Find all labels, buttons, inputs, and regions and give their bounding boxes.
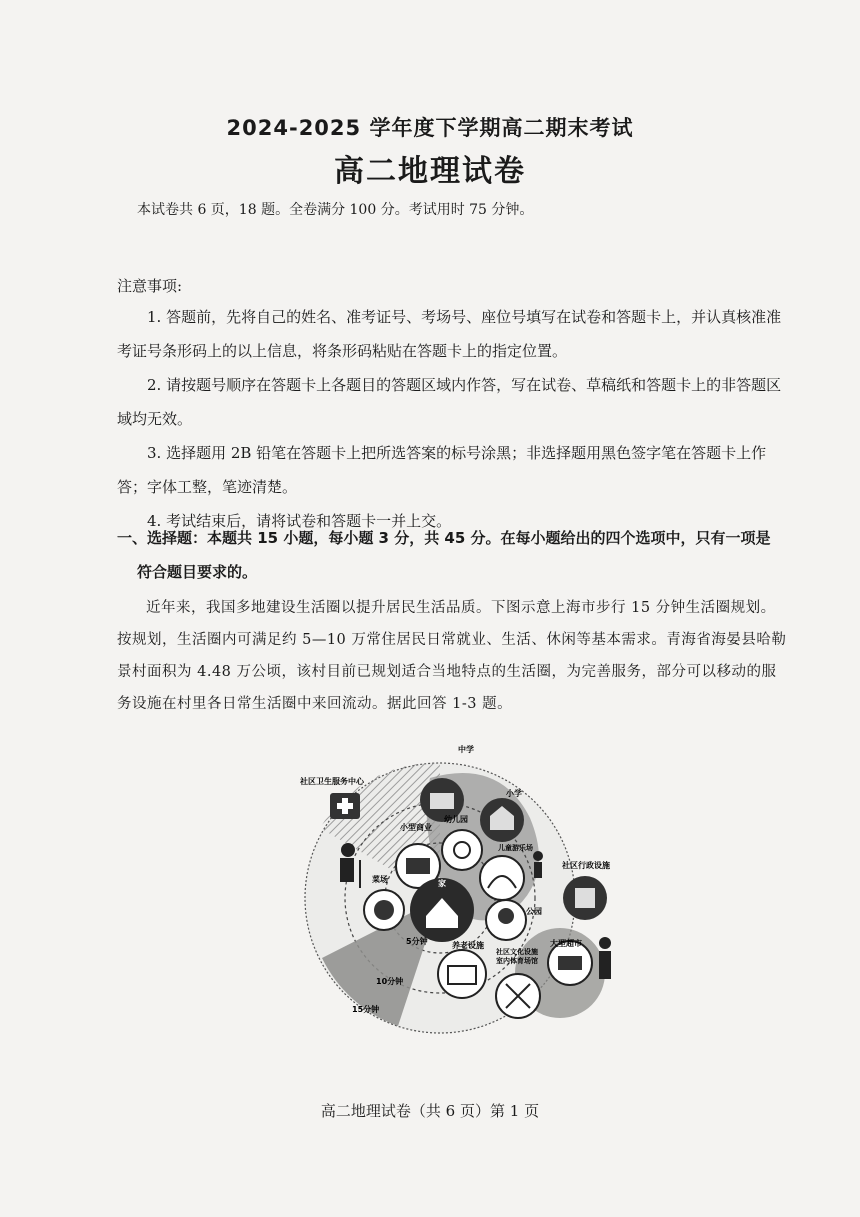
park-icon <box>486 900 526 940</box>
label-admin: 社区行政设施 <box>562 861 610 870</box>
notice-heading: 注意事项: <box>117 277 183 295</box>
sports-icon <box>496 974 540 1018</box>
exam-title: 2024-2025 学年度下学期高二期末考试 <box>226 116 634 140</box>
paper-title: 高二地理试卷 <box>334 154 526 189</box>
label-elderly: 养老设施 <box>452 941 484 950</box>
label-5min: 5分钟 <box>406 937 428 946</box>
label-kindergarten: 幼儿园 <box>444 815 468 824</box>
label-middle-school: 中学 <box>458 745 474 754</box>
label-home: 家 <box>438 879 446 888</box>
kindergarten-icon <box>442 830 482 870</box>
label-10min: 10分钟 <box>376 977 404 986</box>
paper-info: 本试卷共 6 页，18 题。全卷满分 100 分。考试用时 75 分钟。 <box>137 202 534 218</box>
notice-item-4: 4. 考试结束后，请将试卷和答题卡一并上交。 <box>147 512 452 530</box>
admin-icon <box>563 876 607 920</box>
notice-item-2: 2. 请按题号顺序在答题卡上各题目的答题区域内作答，写在试卷、草稿纸和答题卡上的非答题区域均无效。 <box>117 376 782 428</box>
label-playground: 儿童游乐场 <box>498 844 533 852</box>
market-icon <box>364 890 404 930</box>
section-heading: 一、选择题：本题共 15 小题，每小题 3 分，共 45 分。在每小题给出的四个选项中，只有一项是 <box>117 529 771 547</box>
notice-item-1: 1. 答题前，先将自己的姓名、准考证号、考场号、座位号填写在试卷和答题卡上，并认真核准准考证号条形码上的以上信息，将条形码粘贴在答题卡上的指定位置。 <box>117 308 782 360</box>
primary-school-icon <box>480 798 524 842</box>
label-culture-2: 室内体育场馆 <box>496 957 538 965</box>
child-icon <box>533 851 543 878</box>
label-culture-1: 社区文化设施 <box>496 948 538 956</box>
label-health-center: 社区卫生服务中心 <box>300 777 364 786</box>
life-circle-svg <box>280 738 640 1038</box>
playground-icon <box>480 856 524 900</box>
notice-item-3: 3. 选择题用 2B 铅笔在答题卡上把所选答案的标号涂黑；非选择题用黑色签字笔在答题卡上作答；字体工整，笔迹清楚。 <box>117 444 767 496</box>
label-market: 菜场 <box>372 875 388 884</box>
adult-person-icon <box>599 937 611 979</box>
label-supermarket: 大型超市 <box>550 939 582 948</box>
label-primary-school: 小学 <box>506 789 522 798</box>
label-small-commerce: 小型商业 <box>400 823 432 832</box>
label-park: 公园 <box>526 907 542 916</box>
section-heading-cont: 符合题目要求的。 <box>137 563 258 581</box>
life-circle-diagram <box>280 738 640 1038</box>
question-passage: 近年来，我国多地建设生活圈以提升居民生活品质。下图示意上海市步行 15 分钟生活圈规划。按规划，生活圈内可满足约 5—10 万常住居民日常就业、生活、休闲等基本需求。青海省海晏县哈勒景村面积为 4.48 万公顷，该村目前已规划适合当地特点的生活圈，为完善服务，部分可以移动的服务设施在村里各日常生活圈中来回流动。据此回答 1-3 题。 <box>117 600 787 712</box>
elderly-facility-icon <box>438 950 486 998</box>
health-center-icon <box>330 793 360 819</box>
page-footer: 高二地理试卷（共 6 页）第 1 页 <box>320 1102 540 1120</box>
label-15min: 15分钟 <box>352 1005 380 1014</box>
